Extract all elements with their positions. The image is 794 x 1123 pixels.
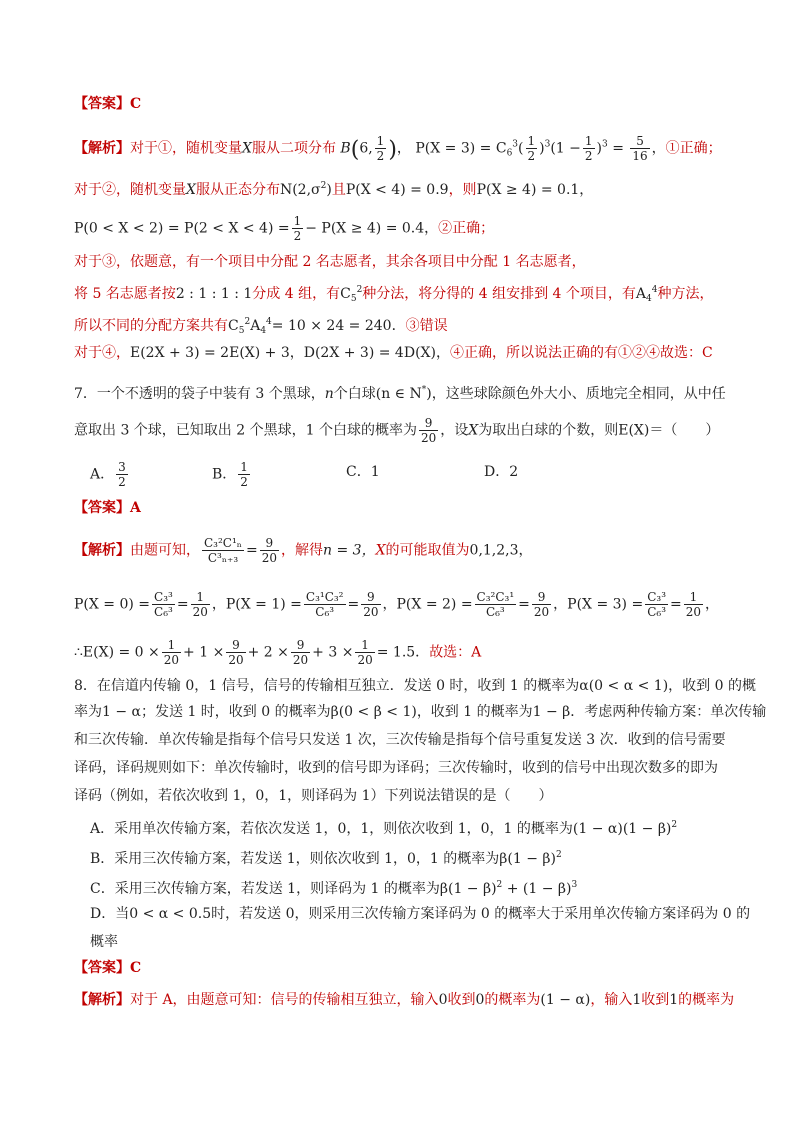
analysis-line-7: 对于④，E(2X + 3) = 2E(X) + 3，D(2X + 3) = 4D(X)，④正确，所以说法正确的有①②④故选：C — [74, 345, 713, 361]
analysis-2-line-1: 【解析】由题可知， $\frac{\text{C₃²C¹ₙ}}{\text{C³ₙ₊₃}}$ = $\frac{9}{20}$ ，解得n = 3，X的可能取值为0,1,2,3， — [74, 536, 533, 565]
analysis-line-2: 对于②，随机变量X服从正态分布$N(2,\sigma^2)$且P(X < 4) = 0.9，则P(X ≥ 4) = 0.1， — [74, 181, 594, 198]
answer-label-3: 【答案】C — [74, 960, 142, 976]
analysis-line-6: 所以不同的分配方案共有$C_5^2A_4^4= 10 \times 24 = 240$．③错误 — [74, 317, 448, 336]
option-c: C．1 — [346, 464, 380, 480]
question-8-line-3: 和三次传输．单次传输是指每个信号只发送 1 次，三次传输是指每个信号重复发送 3 次．收到的信号需要 — [74, 732, 726, 748]
analysis-line-5: 将 5 名志愿者按2 : 1 : 1 : 1分成 4 组，有$C_5^2$种分法，将分得的 4 组安排到 4 个项目，有$A_4^4$种方法， — [74, 285, 714, 304]
question-8-option-c: C．采用三次传输方案，若发送 1，则译码为 1 的概率为$\beta(1 - \beta)^2 + (1 - \beta)^3$ — [90, 880, 578, 897]
option-d: D．2 — [484, 464, 519, 480]
question-8-line-4: 译码，译码规则如下：单次传输时，收到的信号即为译码；三次传输时，收到的信号中出现次数多的即为 — [74, 760, 718, 776]
question-8-option-d-cont: 概率 — [90, 934, 118, 950]
question-8-line-1: 8．在信道内传输 0，1 信号，信号的传输相互独立．发送 0 时，收到 1 的概率为α(0 < α < 1)，收到 0 的概 — [74, 678, 756, 694]
analysis-line-1: 【解析】对于①，随机变量X服从二项分布 B(6, $\frac{1}{2}$ )， $P(X = 3) = C_6^3$( $\frac{1}{2}$ )$^3$(1 − $\frac{1}{2}$ )$^3$ = $\frac{5}{16}$ ，①正确； — [74, 134, 722, 163]
analysis-2-line-3: ∴E(X) = 0 × $\frac{1}{20}$ + 1 × $\frac{9}{20}$ + 2 × $\frac{9}{20}$ + 3 × $\frac{1}{20}$ = 1.5．故选：A — [74, 638, 482, 667]
question-8-option-d: D．当0 < α < 0.5时，若发送 0，则采用三次传输方案译码为 0 的概率大于采用单次传输方案译码为 0 的 — [90, 906, 751, 922]
analysis-3-line-1: 【解析】对于 A，由题意可知：信号的传输相互独立，输入0收到0的概率为(1 − α)，输入1收到1的概率为 — [74, 992, 735, 1008]
option-a: A． $\frac{3}{2}$ — [90, 460, 126, 489]
question-8-option-a: A．采用单次传输方案，若依次发送 1，0，1，则依次收到 1，0，1 的概率为$(1 - \alpha)(1 - \beta)^2$ — [90, 820, 678, 837]
question-8-line-2: 率为1 − α；发送 1 时，收到 0 的概率为β(0 < β < 1)，收到 1 的概率为1 − β．考虑两种传输方案：单次传输 — [74, 704, 767, 720]
analysis-line-4: 对于③，依题意，有一个项目中分配 2 名志愿者，其余各项目中分配 1 名志愿者， — [74, 254, 586, 270]
question-8-line-5: 译码（例如，若依次收到 1，0，1，则译码为 1）下列说法错误的是（ ） — [74, 788, 553, 804]
question-7-line-2: 意取出 3 个球，已知取出 2 个黑球，1 个白球的概率为 $\frac{9}{20}$ ，设X为取出白球的个数，则E(X)＝（ ） — [74, 416, 720, 445]
question-8-option-b: B．采用三次传输方案，若发送 1，则依次收到 1，0，1 的概率为$\beta(1 - \beta)^2$ — [90, 850, 562, 867]
answer-label-1: 【答案】C — [74, 96, 142, 112]
answer-label-2: 【答案】A — [74, 500, 141, 516]
option-b: B． $\frac{1}{2}$ — [212, 460, 248, 489]
analysis-line-3: P(0 < X < 2) = P(2 < X < 4) = $\frac{1}{2}$ − P(X ≥ 4) = 0.4，②正确； — [74, 214, 495, 243]
analysis-2-line-2: P(X = 0) = $\frac{\text{C₃³}}{\text{C₆³}}$ = $\frac{1}{20}$ ，P(X = 1) = $\frac{\text{C₃¹C₃²}}{\text{C₆³}}$ = $\frac{9}{20}$ ，P(X = 2) = $\frac{\text{C₃²C₃¹}}{\text{C₆³}}$ = $\frac{9}{20}$ ，P(X = 3) = $\frac{\text{C₃³}}{\text{C₆³}}$ = $\frac{1}{20}$ ， — [74, 590, 720, 619]
analysis-tag: 【解析】 — [74, 140, 130, 157]
question-7-line-1: 7．一个不透明的袋子中装有 3 个黑球，n个白球(n ∈ N*)，这些球除颜色外大小、质地完全相同，从中任 — [74, 385, 726, 402]
